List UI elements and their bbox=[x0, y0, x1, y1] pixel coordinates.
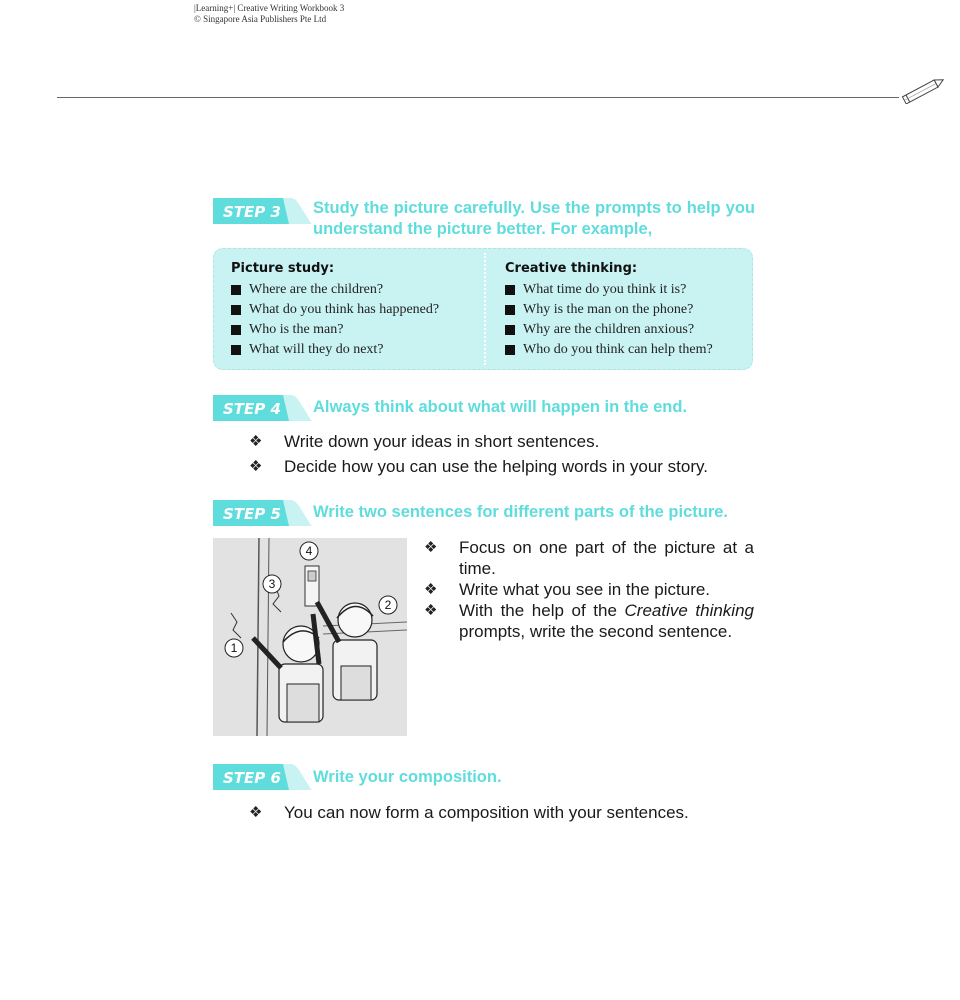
list-item: Where are the children? bbox=[231, 280, 439, 300]
creative-thinking-heading: Creative thinking: bbox=[505, 261, 638, 276]
step-5-badge-text: STEP 5 bbox=[223, 505, 281, 523]
prompts-panel bbox=[213, 248, 753, 370]
list-item: What time do you think it is? bbox=[505, 280, 713, 300]
list-item: ❖ Decide how you can use the helping words in your story. bbox=[249, 454, 708, 479]
step-3-badge bbox=[213, 198, 313, 224]
square-bullet-icon bbox=[505, 285, 515, 295]
list-item: ❖ With the help of the Creative thinking prompts, write the second sentence. bbox=[424, 601, 754, 641]
creative-thinking-column bbox=[505, 261, 713, 360]
header-copyright: © Singapore Asia Publishers Pte Ltd bbox=[194, 14, 327, 24]
step-6-bullet-list bbox=[249, 800, 689, 825]
diamond-bullet-icon: ❖ bbox=[249, 458, 263, 475]
diamond-bullet-icon: ❖ bbox=[249, 433, 263, 450]
step-5-title: Write two sentences for different parts of the picture. bbox=[313, 503, 729, 521]
list-item: What do you think has happened? bbox=[231, 300, 439, 320]
label-1: 1 bbox=[230, 641, 238, 655]
step-3-title: Study the picture carefully. Use the prompts to help you understand the picture better. For example, bbox=[313, 199, 755, 238]
list-item: ❖ Focus on one part of the picture at a time. bbox=[424, 538, 754, 578]
diamond-bullet-icon: ❖ bbox=[424, 602, 438, 619]
list-item: Why are the children anxious? bbox=[505, 320, 713, 340]
diamond-bullet-icon: ❖ bbox=[424, 539, 438, 556]
header-rule bbox=[57, 97, 899, 98]
picture-study-column bbox=[231, 261, 439, 360]
step-4-title: Always think about what will happen in the end. bbox=[313, 398, 688, 416]
page-header bbox=[194, 3, 344, 25]
children-at-door-illustration bbox=[213, 538, 407, 736]
list-item: ❖ Write down your ideas in short sentences. bbox=[249, 429, 708, 454]
list-item: ❖ You can now form a composition with your sentences. bbox=[249, 800, 689, 825]
square-bullet-icon bbox=[505, 345, 515, 355]
square-bullet-icon bbox=[505, 325, 515, 335]
diamond-bullet-icon: ❖ bbox=[424, 581, 438, 598]
step-4-bullet-list bbox=[249, 429, 708, 479]
square-bullet-icon bbox=[231, 325, 241, 335]
header-book-title: |Learning+| Creative Writing Workbook 3 bbox=[194, 3, 345, 13]
picture-study-heading: Picture study: bbox=[231, 261, 335, 276]
step-5-bullet-list bbox=[424, 537, 754, 642]
list-item: Why is the man on the phone? bbox=[505, 300, 713, 320]
square-bullet-icon bbox=[231, 285, 241, 295]
label-3: 3 bbox=[268, 577, 276, 591]
step-5-badge bbox=[213, 500, 313, 526]
label-2: 2 bbox=[384, 598, 392, 612]
square-bullet-icon bbox=[231, 305, 241, 315]
step-6-badge-text: STEP 6 bbox=[223, 769, 281, 787]
step-6-title: Write your composition. bbox=[313, 768, 502, 786]
list-item: What will they do next? bbox=[231, 340, 439, 360]
list-item: Who is the man? bbox=[231, 320, 439, 340]
diamond-bullet-icon: ❖ bbox=[249, 804, 263, 821]
label-4: 4 bbox=[305, 544, 313, 558]
pencil-icon bbox=[896, 78, 948, 104]
step-6-badge bbox=[213, 764, 313, 790]
step-4-badge-text: STEP 4 bbox=[223, 400, 281, 418]
list-item: Who do you think can help them? bbox=[505, 340, 713, 360]
square-bullet-icon bbox=[231, 345, 241, 355]
step-3-badge-text: STEP 3 bbox=[223, 203, 281, 221]
panel-divider bbox=[484, 253, 486, 365]
step-4-badge bbox=[213, 395, 313, 421]
square-bullet-icon bbox=[505, 305, 515, 315]
list-item: ❖ Write what you see in the picture. bbox=[424, 580, 711, 599]
